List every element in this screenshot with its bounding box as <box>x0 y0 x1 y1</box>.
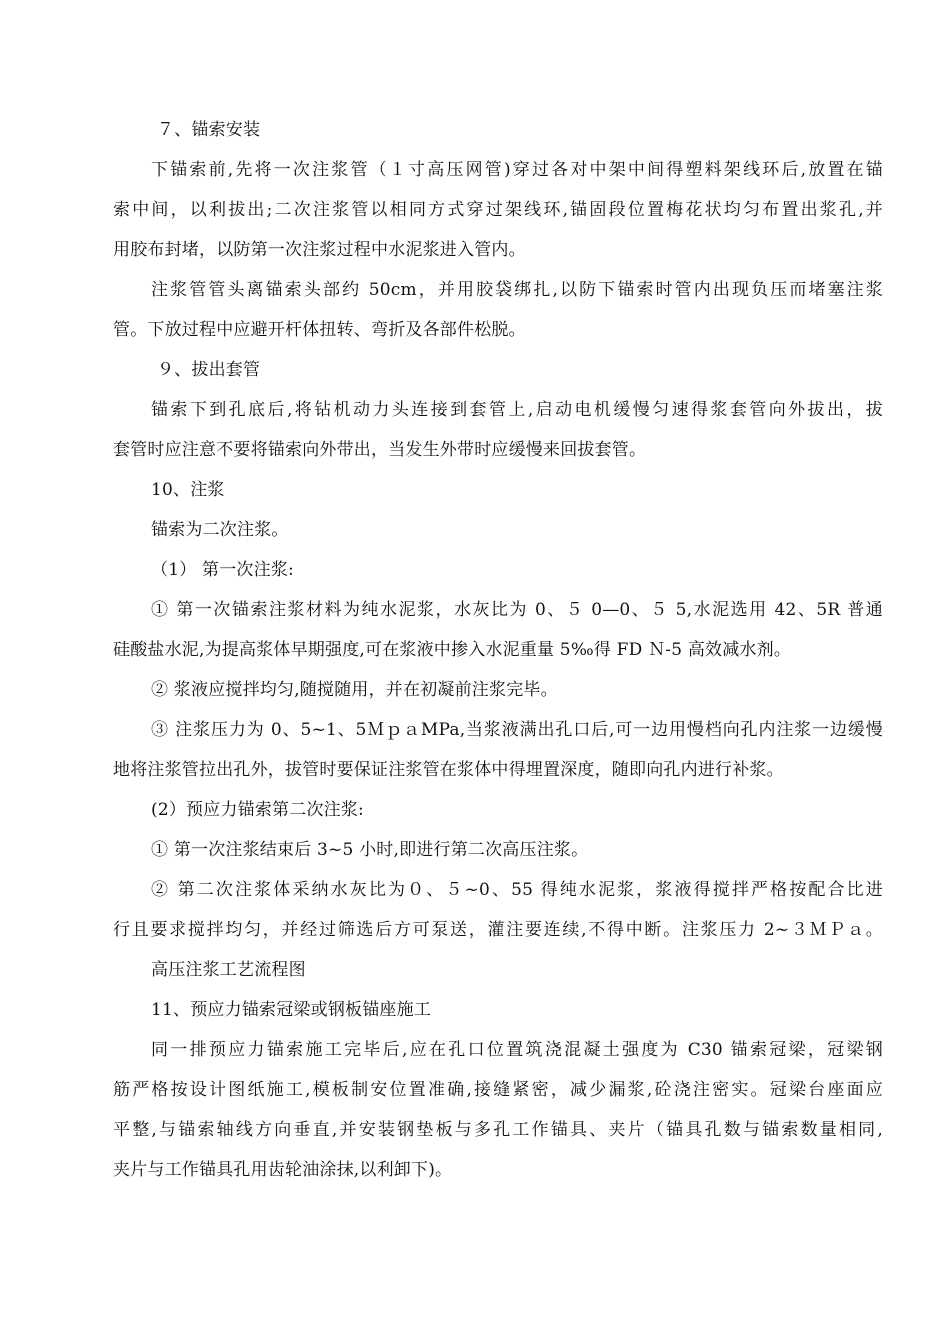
paragraph-line: 下锚索前,先将一次注浆管（１寸高压网管)穿过各对中架中间得塑料架线环后,放置在锚 <box>151 160 883 180</box>
paragraph-line: 注浆管管头离锚索头部约 50cm，并用胶袋绑扎,以防下锚索时管内出现负压而堵塞注浆 <box>151 280 883 300</box>
paragraph-line: 锚索为二次注浆。 <box>151 520 289 540</box>
section-heading-9: ９、拔出套管 <box>157 360 261 380</box>
paragraph-line: 硅酸盐水泥,为提高浆体早期强度,可在浆液中掺入水泥重量 5‰得 FD Ｎ-5 高效减水剂。 <box>113 640 792 660</box>
paragraph-line: 筋严格按设计图纸施工,模板制安位置准确,接缝紧密，减少漏浆,砼浇注密实。冠梁台座面应 <box>113 1080 883 1100</box>
document-body <box>113 110 883 1190</box>
section-heading-11: 11、预应力锚索冠梁或钢板锚座施工 <box>151 1000 432 1020</box>
subsection-heading: （1） 第一次注浆: <box>151 560 294 580</box>
figure-caption: 高压注浆工艺流程图 <box>151 960 306 980</box>
paragraph-line: ① 第一次锚索注浆材料为纯水泥浆，水灰比为 0、５ 0—0、５ 5,水泥选用 42、5R 普通 <box>151 600 883 620</box>
paragraph-line: 地将注浆管拉出孔外，拔管时要保证注浆管在浆体中得埋置深度，随即向孔内进行补浆。 <box>113 760 784 780</box>
paragraph-line: 索中间，以利拔出;二次注浆管以相同方式穿过架线环,锚固段位置梅花状均匀布置出浆孔,并 <box>113 200 883 220</box>
paragraph-line: 管。下放过程中应避开杆体扭转、弯折及各部件松脱。 <box>113 320 526 340</box>
paragraph-line: ② 第二次注浆体采纳水灰比为０、５~0、55 得纯水泥浆，浆液得搅拌严格按配合比进 <box>151 880 883 900</box>
paragraph-line: ① 第一次注浆结束后 3~5 小时,即进行第二次高压注浆。 <box>151 840 589 860</box>
paragraph-line: 锚索下到孔底后,将钻机动力头连接到套管上,启动电机缓慢匀速得浆套管向外拔出，拔 <box>151 400 883 420</box>
paragraph-line: ② 浆液应搅拌均匀,随搅随用，并在初凝前注浆完毕。 <box>151 680 558 700</box>
section-heading-7: ７、锚索安装 <box>157 120 261 140</box>
paragraph-line: 行且要求搅拌均匀，并经过筛选后方可泵送，灌注要连续,不得中断。注浆压力 2~３ＭＰａ。 <box>113 920 883 940</box>
paragraph-line: 夹片与工作锚具孔用齿轮油涂抹,以利卸下)。 <box>113 1160 453 1180</box>
paragraph-line: 用胶布封堵，以防第一次注浆过程中水泥浆进入管内。 <box>113 240 526 260</box>
section-heading-10: 10、注浆 <box>151 480 225 500</box>
paragraph-line: 平整,与锚索轴线方向垂直,并安装钢垫板与多孔工作锚具、夹片（锚具孔数与锚索数量相同, <box>113 1120 883 1140</box>
paragraph-line: ③ 注浆压力为 0、5~1、5ＭｐａMPa,当浆液满出孔口后,可一边用慢档向孔内注浆一边缓慢 <box>151 720 883 740</box>
subsection-heading: (2）预应力锚索第二次注浆: <box>151 800 364 820</box>
paragraph-line: 套管时应注意不要将锚索向外带出，当发生外带时应缓慢来回拔套管。 <box>113 440 647 460</box>
paragraph-line: 同一排预应力锚索施工完毕后,应在孔口位置筑浇混凝土强度为 C30 锚索冠梁，冠梁钢 <box>151 1040 883 1060</box>
